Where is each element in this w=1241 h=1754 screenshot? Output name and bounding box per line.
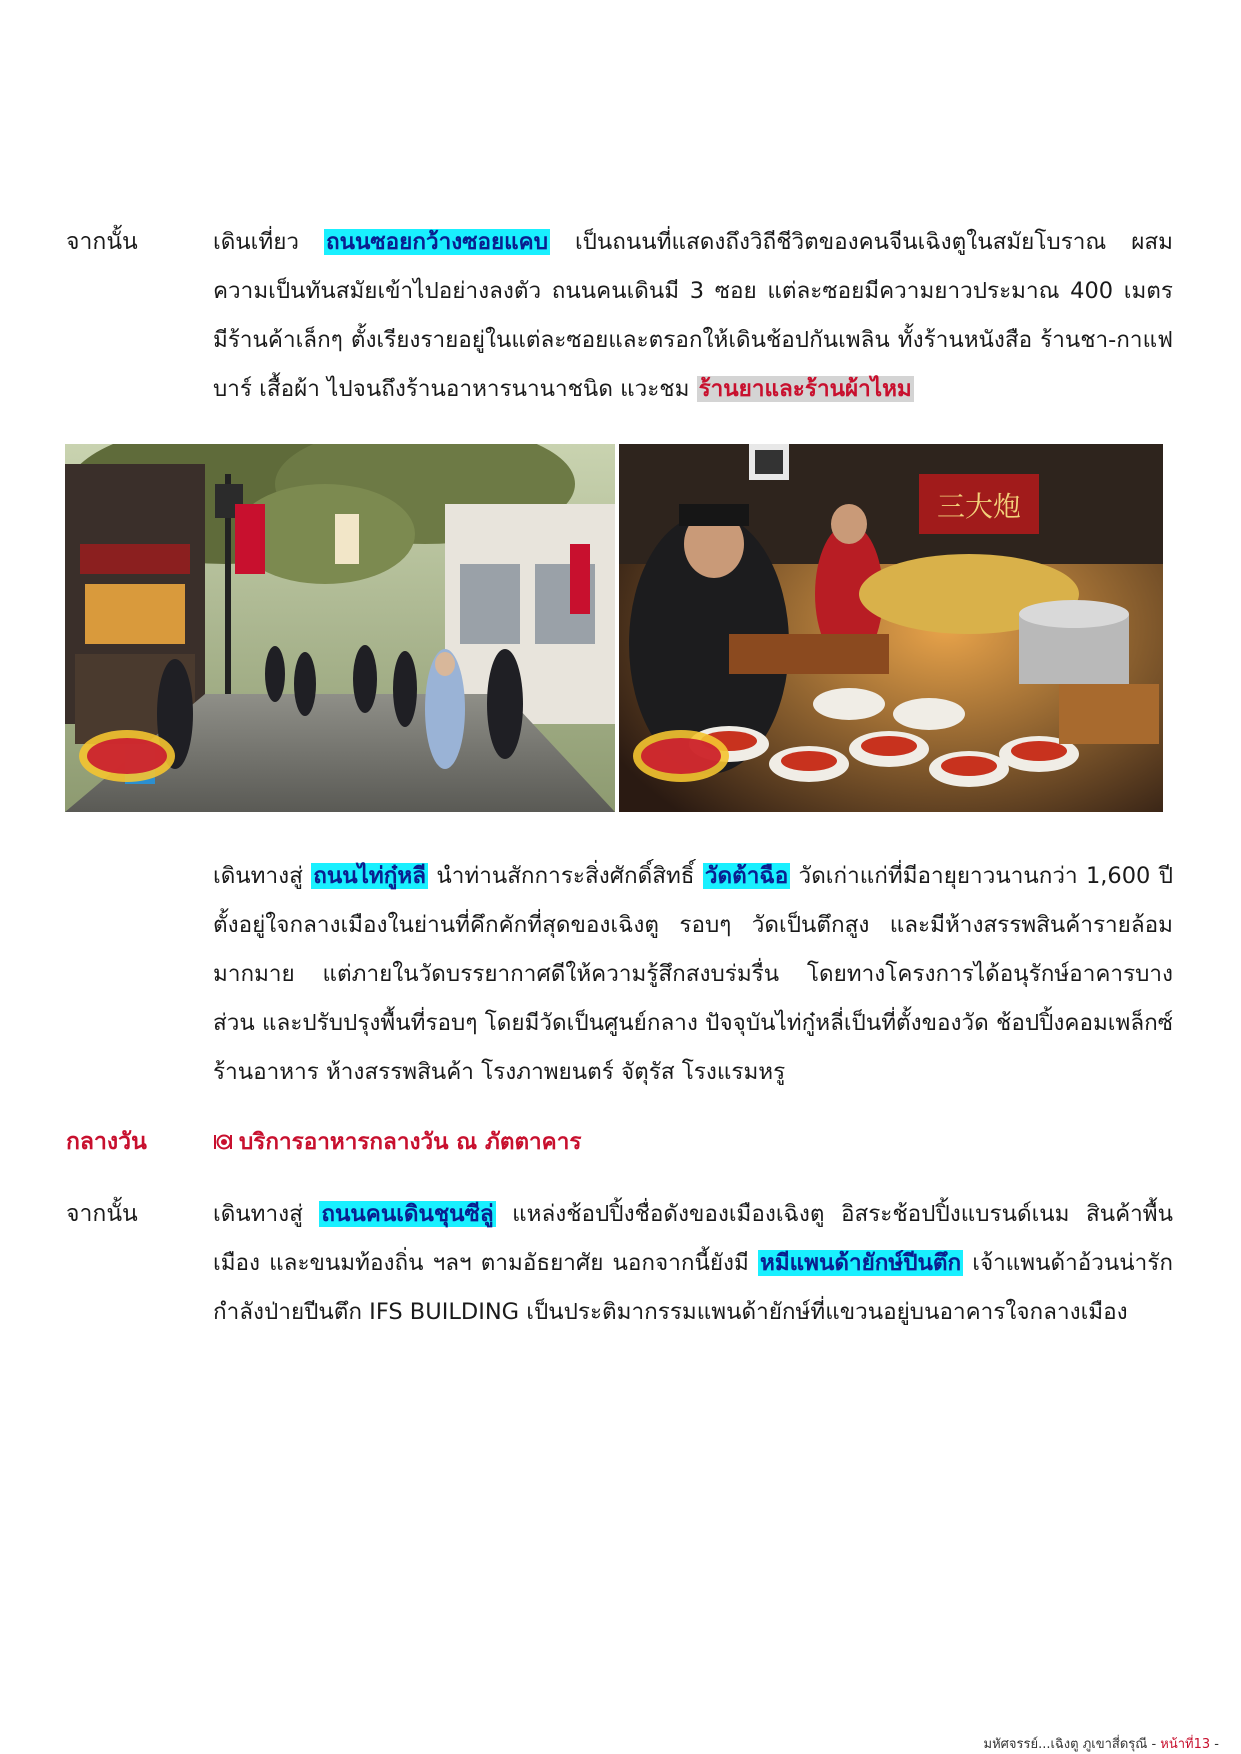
highlight-climbing-panda: หมีแพนด้ายักษ์ปีนตึก <box>759 1250 962 1276</box>
photo-street-scene <box>65 444 615 812</box>
page-number: หน้าที่13 <box>1160 1737 1211 1752</box>
paragraph-narrow-alley: เดินเที่ยว ถนนซอยกว้างซอยแคบ เป็นถนนที่แสดงถึงวิถีชีวิตของคนจีนเฉิงตูในสมัยโบราณ ผสมความเป็นทันสมัยเข้าไปอย่างลงตัว ถนนคนเดินมี 3 ซอย แต่ละซอยมีความยาวประมาณ 400 เมตร มีร้านค้าเล็กๆ ตั้งเรียงรายอยู่ในแต่ละซอยและตรอกให้เดินช้อปกันเพลิน ทั้งร้านหนังสือ ร้านชา-กาแฟ บาร์ เสื้อผ้า ไปจนถึงร้านอาหารนานาชนิด แวะชม ร้านยาและร้านผ้าไหม <box>213 229 1173 402</box>
schedule-label-then: จากนั้น <box>66 229 138 255</box>
highlight-taikoo-li: ถนนไท่กู๋หลี <box>313 863 426 889</box>
paragraph-chunxi-road: เดินทางสู่ ถนนคนเดินชุนซีลู่ แหล่งช้อปปิ้งชื่อดังของเมืองเฉิงตู อิสระช้อปปิ้งแบรนด์เนม สินค้าพื้นเมือง และขนมท้องถิ่น ฯลฯ ตามอัธยาศัย นอกจากนี้ยังมี หมีแพนด้ายักษ์ปีนตึก เจ้าแพนด้าอ้วนน่ารักกำลังป่ายปีนตึก IFS BUILDING เป็นประติมากรรมแพนด้ายักษ์ที่แขวนอยู่บนอาคารใจกลางเมือง <box>213 1201 1174 1325</box>
photo-food-stall <box>619 444 1163 812</box>
schedule-label-lunch: กลางวัน <box>66 1129 147 1155</box>
plate-icon <box>213 1118 233 1167</box>
highlight-herbal-silk-shops: ร้านยาและร้านผ้าไหม <box>698 376 912 402</box>
paragraph-taikoo-li: เดินทางสู่ ถนนไท่กู๋หลี นำท่านสักการะสิ่งศักดิ์สิทธิ์ วัดต้าฉือ วัดเก่าแก่ที่มีอายุยาวนานกว่า 1,600 ปี ตั้งอยู่ใจกลางเมืองในย่านที่คึกคักที่สุดของเฉิงตู รอบๆ วัดเป็นตึกสูง และมีห้างสรรพสินค้ารายล้อมมากมาย แต่ภายในวัดบรรยากาศดีให้ความรู้สึกสงบร่มรื่น โดยทางโครงการได้อนุรักษ์อาคารบางส่วน และปรับปรุงพื้นที่รอบๆ โดยมีวัดเป็นศูนย์กลาง ปัจจุบันไท่กู๋หลี่เป็นที่ตั้งของวัด ช้อปปิ้งคอมเพล็กซ์ ร้านอาหาร ห้างสรรพสินค้า โรงภาพยนตร์ จัตุรัส โรงแรมหรู <box>213 863 1173 1085</box>
highlight-daci-temple: วัดต้าฉือ <box>704 863 789 889</box>
highlight-kuanzhai-alley: ถนนซอยกว้างซอยแคบ <box>325 229 549 255</box>
lunch-line: บริการอาหารกลางวัน ณ ภัตตาคาร <box>213 1118 1173 1167</box>
page-footer: มหัศจรรย์...เฉิงตู ภูเขาสี่ดรุณี - หน้าที่13 - <box>983 1737 1219 1752</box>
schedule-label-then-2: จากนั้น <box>66 1201 138 1227</box>
highlight-chunxi-road: ถนนคนเดินชุนซีลู่ <box>321 1201 494 1227</box>
stall-sign-text: 三大炮 <box>936 490 1022 523</box>
photo-strip <box>65 444 1163 812</box>
